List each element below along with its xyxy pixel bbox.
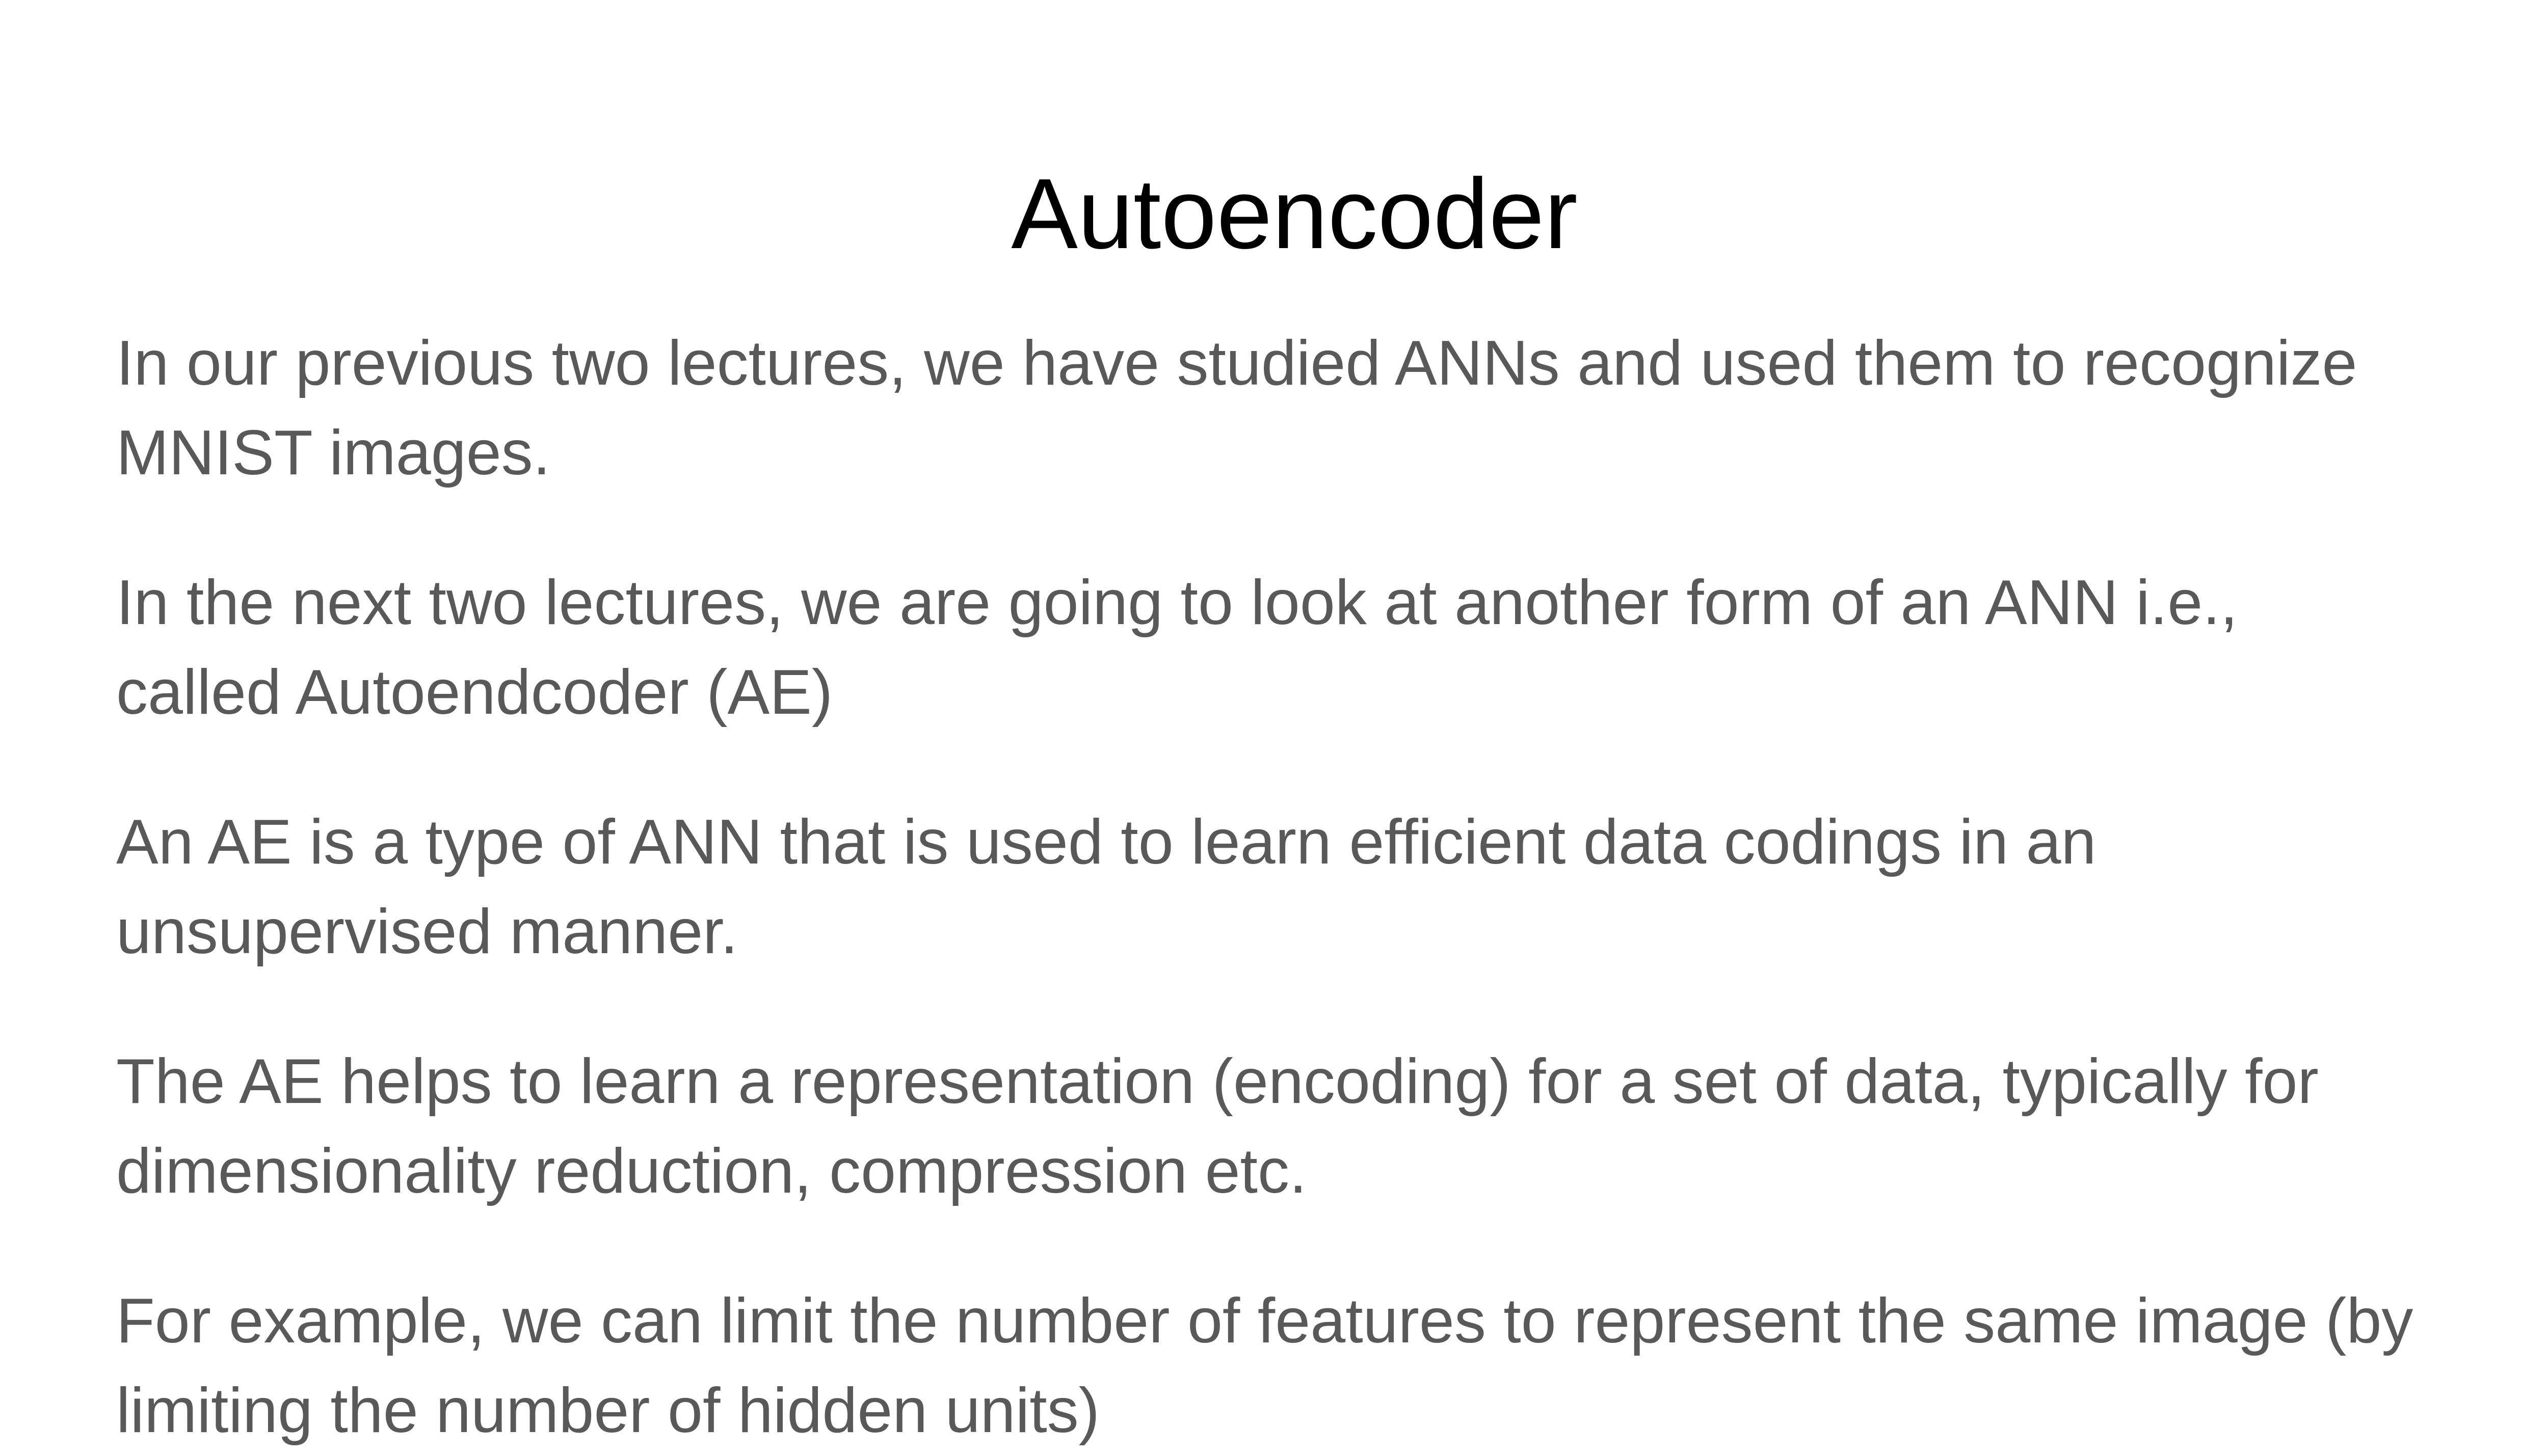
slide-body	[116, 318, 2511, 1455]
paragraph-1	[116, 318, 2511, 498]
paragraph-2	[116, 558, 2511, 737]
paragraph-line: called Autoendcoder (AE)	[116, 657, 833, 727]
paragraph-4	[116, 1037, 2511, 1216]
paragraph-line: For example, we can limit the number of features to represent the same image (by	[116, 1286, 2413, 1356]
paragraph-line: MNIST images.	[116, 418, 551, 488]
paragraph-line: In the next two lectures, we are going to look at another form of an ANN i.e.,	[116, 568, 2238, 638]
paragraph-line: In our previous two lectures, we have studied ANNs and used them to recognize	[116, 328, 2357, 398]
paragraph-line: limiting the number of hidden units)	[116, 1376, 1100, 1446]
paragraph-5	[116, 1276, 2511, 1455]
paragraph-line: unsupervised manner.	[116, 897, 738, 967]
paragraph-3	[116, 797, 2511, 977]
slide-title: Autoencoder	[1011, 158, 1578, 269]
paragraph-line: dimensionality reduction, compression etc.	[116, 1136, 1307, 1206]
paragraph-line: An AE is a type of ANN that is used to learn efficient data codings in an	[116, 807, 2096, 877]
paragraph-line: The AE helps to learn a representation (encoding) for a set of data, typically for	[116, 1046, 2319, 1117]
